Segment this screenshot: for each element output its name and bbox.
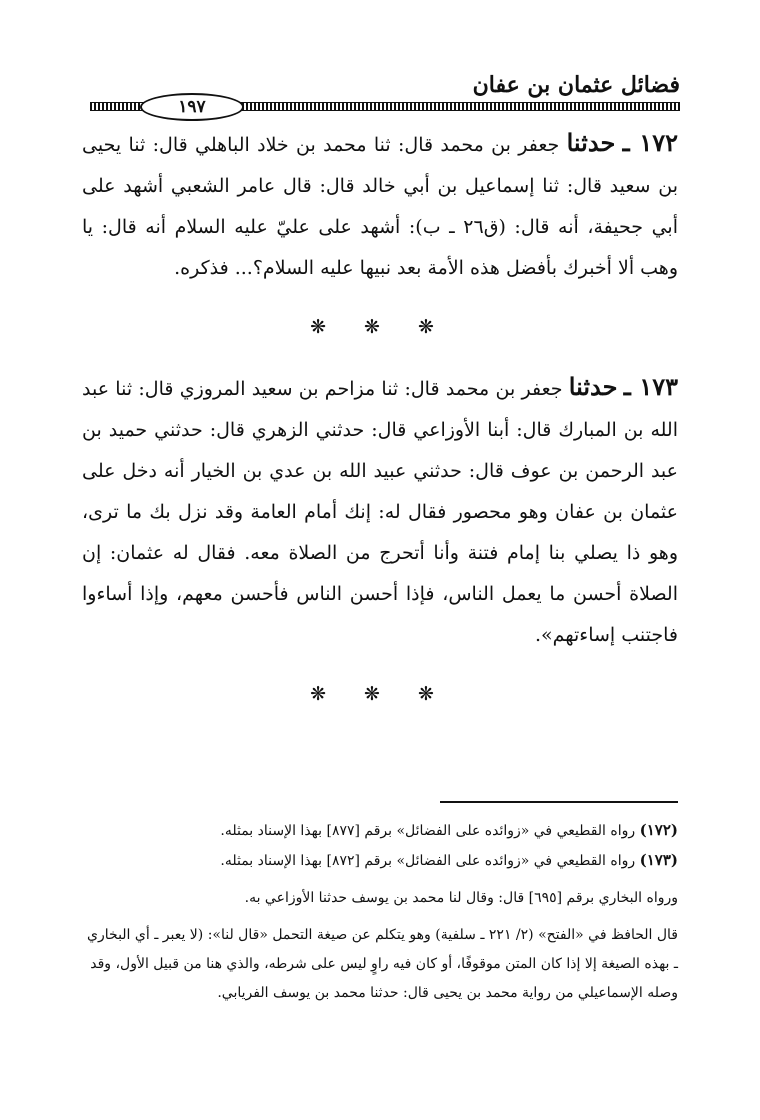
narration-number: ١٧٢ ـ	[622, 128, 678, 157]
footnote-172	[82, 816, 678, 846]
page-number: ١٩٧	[140, 93, 244, 121]
footnote-bukhari: ورواه البخاري برقم [٦٩٥] قال: وقال لنا محمد بن يوسف حدثنا الأوزاعي به.	[244, 890, 678, 906]
footnote-173	[82, 846, 678, 876]
narration-173	[82, 366, 678, 656]
narration-text: جعفر بن محمد قال: ثنا مزاحم بن سعيد المروزي قال: ثنا عبد الله بن المبارك قال: أبنا الأوزاعي قال: حدثني الزهري قال: حدثني حميد بن عبد الرحمن بن عوف قال: حدثني عبيد الله بن عدي بن الخيار أنه دخل على عثمان بن عفان وهو محصور فقال له: إنك أمام العامة وقد نزل بك ما ترى، وهو ذا يصلي بنا إمام فتنة وأنا أتحرج من الصلاة معه. فقال له عثمان: إن الصلاة أحسن ما يعمل الناس، فإذا أحسن الناس فأحسن معهم، وإذا أساءوا فاجتنب إساءتهم».	[82, 378, 678, 646]
page-header	[90, 68, 680, 118]
section-separator: ❋ ❋ ❋	[310, 683, 450, 705]
footnote-text: رواه القطيعي في «زوائده على الفضائل» برقم [٨٧٧] بهذا الإسناد بمثله.	[220, 823, 636, 839]
section-separator: ❋ ❋ ❋	[310, 316, 450, 338]
narration-number: ١٧٣ ـ	[623, 372, 678, 401]
footnote-hafiz: قال الحافظ في «الفتح» (٢/ ٢٢١ ـ سلفية) وهو يتكلم عن صيغة التحمل «قال لنا»: (لا يعبر ـ أي البخاري ـ بهذه الصيغة إلا إذا كان المتن موقوفًا، أو كان فيه راوٍ ليس على شرطه، والذي هنا من قبيل الأول، وقد وصله الإسماعيلي من رواية محمد بن يحيى قال: حدثنا محمد بن يوسف الفريابي.	[87, 927, 678, 1001]
running-title: فضائل عثمان بن عفان	[472, 72, 680, 98]
narration-opening: حدثنا	[568, 372, 618, 401]
narration-text: جعفر بن محمد قال: ثنا محمد بن خلاد الباهلي قال: ثنا يحيى بن سعيد قال: ثنا إسماعيل بن أبي خالد قال: قال عامر الشعبي أشهد على أبي جحيفة، أنه قال: (ق٢٦ ـ ب): أشهد على عليّ عليه السلام أنه قال: يا وهب ألا أخبرك بأفضل هذه الأمة بعد نبيها عليه السلام؟... فذكره.	[82, 134, 678, 279]
main-text	[82, 122, 678, 733]
narration-172	[82, 122, 678, 289]
narration-opening: حدثنا	[566, 128, 616, 157]
footnote-text: رواه القطيعي في «زوائده على الفضائل» برقم [٨٧٢] بهذا الإسناد بمثله.	[220, 853, 636, 869]
footnote-rule	[440, 801, 678, 803]
footnote-ref: (١٧٣)	[639, 851, 678, 869]
footnotes	[82, 816, 678, 1008]
footnote-ref: (١٧٢)	[639, 821, 678, 839]
